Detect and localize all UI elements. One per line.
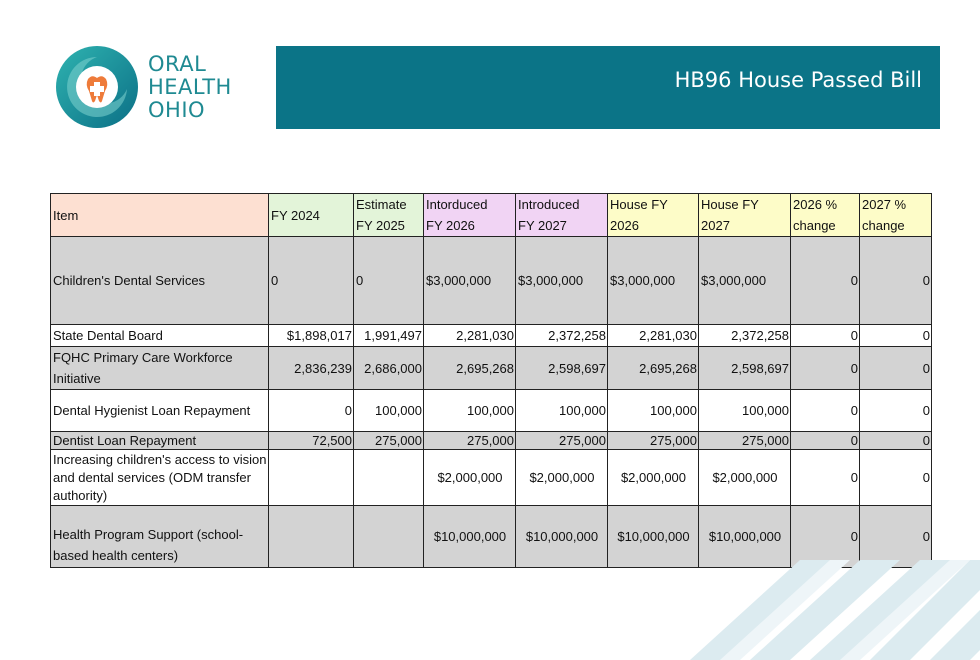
header-house-fy2027 bbox=[699, 194, 791, 237]
cell-fy2024 bbox=[269, 450, 354, 506]
cell-fy2024: 0 bbox=[269, 390, 354, 432]
budget-table bbox=[50, 193, 932, 568]
table-row bbox=[51, 237, 932, 325]
cell-intro2027: 2,598,697 bbox=[516, 347, 608, 390]
header-row bbox=[51, 194, 932, 237]
header-line: Estimate bbox=[356, 197, 407, 212]
cell-pct2026: 0 bbox=[791, 390, 860, 432]
cell-house2026: $3,000,000 bbox=[608, 237, 699, 325]
header-fy2024-label: FY 2024 bbox=[271, 207, 320, 223]
cell-pct2027: 0 bbox=[860, 506, 932, 568]
page-title: HB96 House Passed Bill bbox=[674, 68, 922, 92]
cell-est2025: 2,686,000 bbox=[354, 347, 424, 390]
header-line: change bbox=[862, 218, 905, 233]
header-introduced-fy2026 bbox=[424, 194, 516, 237]
title-banner bbox=[276, 46, 940, 129]
table-row bbox=[51, 347, 932, 390]
cell-house2026: $10,000,000 bbox=[608, 506, 699, 568]
cell-house2027: 275,000 bbox=[699, 432, 791, 450]
cell-fy2024: 72,500 bbox=[269, 432, 354, 450]
cell-item: Dentist Loan Repayment bbox=[51, 432, 269, 450]
logo-line-1: ORAL bbox=[148, 52, 207, 76]
cell-est2025 bbox=[354, 506, 424, 568]
cell-pct2027: 0 bbox=[860, 432, 932, 450]
table-row bbox=[51, 450, 932, 506]
cell-item: State Dental Board bbox=[51, 325, 269, 347]
header-house-fy2026 bbox=[608, 194, 699, 237]
header-line: FY 2025 bbox=[356, 218, 405, 233]
header-line: House FY bbox=[701, 197, 759, 212]
cell-item: Children's Dental Services bbox=[51, 237, 269, 325]
cell-pct2027: 0 bbox=[860, 450, 932, 506]
cell-intro2026: 275,000 bbox=[424, 432, 516, 450]
cell-pct2026: 0 bbox=[791, 432, 860, 450]
cell-pct2026: 0 bbox=[791, 450, 860, 506]
header-line: change bbox=[793, 218, 836, 233]
header-line: House FY bbox=[610, 197, 668, 212]
header-item-label: Item bbox=[53, 207, 79, 223]
cell-pct2027: 0 bbox=[860, 237, 932, 325]
cell-intro2026: $3,000,000 bbox=[424, 237, 516, 325]
cell-pct2026: 0 bbox=[791, 325, 860, 347]
cell-house2026: 275,000 bbox=[608, 432, 699, 450]
cell-intro2026: 2,281,030 bbox=[424, 325, 516, 347]
logo-wordmark bbox=[148, 53, 232, 122]
cell-intro2027: $2,000,000 bbox=[516, 450, 608, 506]
cell-intro2027: $3,000,000 bbox=[516, 237, 608, 325]
cell-pct2026: 0 bbox=[791, 237, 860, 325]
oral-health-ohio-logo bbox=[55, 45, 255, 131]
cell-house2027: $10,000,000 bbox=[699, 506, 791, 568]
cell-intro2027: 100,000 bbox=[516, 390, 608, 432]
header-line: FY 2026 bbox=[426, 218, 475, 233]
cell-house2027: 2,598,697 bbox=[699, 347, 791, 390]
cell-house2026: 2,281,030 bbox=[608, 325, 699, 347]
logo-line-2: HEALTH bbox=[148, 75, 232, 99]
header-introduced-fy2027 bbox=[516, 194, 608, 237]
cell-house2027: $2,000,000 bbox=[699, 450, 791, 506]
cell-intro2027: $10,000,000 bbox=[516, 506, 608, 568]
table-row bbox=[51, 325, 932, 347]
cell-fy2024 bbox=[269, 506, 354, 568]
cell-house2026: $2,000,000 bbox=[608, 450, 699, 506]
cell-intro2026: $10,000,000 bbox=[424, 506, 516, 568]
logo-line-3: OHIO bbox=[148, 98, 206, 122]
header-line: Introduced bbox=[518, 197, 580, 212]
header-item bbox=[51, 194, 269, 237]
header-line: 2026 bbox=[610, 218, 639, 233]
table-row bbox=[51, 506, 932, 568]
cell-pct2027: 0 bbox=[860, 325, 932, 347]
cell-intro2027: 2,372,258 bbox=[516, 325, 608, 347]
cell-item: FQHC Primary Care Workforce Initiative bbox=[51, 347, 269, 390]
cell-pct2027: 0 bbox=[860, 390, 932, 432]
cell-house2027: $3,000,000 bbox=[699, 237, 791, 325]
header-2027-pct-change bbox=[860, 194, 932, 237]
header-2026-pct-change bbox=[791, 194, 860, 237]
header-line: FY 2027 bbox=[518, 218, 567, 233]
cell-intro2026: 100,000 bbox=[424, 390, 516, 432]
table-row bbox=[51, 390, 932, 432]
cell-intro2026: 2,695,268 bbox=[424, 347, 516, 390]
cell-house2027: 2,372,258 bbox=[699, 325, 791, 347]
header-line: Intorduced bbox=[426, 197, 488, 212]
header-fy2024 bbox=[269, 194, 354, 237]
cell-pct2026: 0 bbox=[791, 506, 860, 568]
cell-intro2027: 275,000 bbox=[516, 432, 608, 450]
cell-est2025: 1,991,497 bbox=[354, 325, 424, 347]
cell-est2025: 100,000 bbox=[354, 390, 424, 432]
decorative-stripes bbox=[690, 560, 980, 660]
header-line: 2026 % bbox=[793, 197, 838, 212]
cell-house2026: 2,695,268 bbox=[608, 347, 699, 390]
cell-fy2024: $1,898,017 bbox=[269, 325, 354, 347]
cell-fy2024: 0 bbox=[269, 237, 354, 325]
cell-item: Increasing children's access to vision and dental services (ODM transfer authority) bbox=[51, 450, 269, 506]
header-line: 2027 bbox=[701, 218, 730, 233]
cell-item: Dental Hygienist Loan Repayment bbox=[51, 390, 269, 432]
cell-item: Health Program Support (school-based health centers) bbox=[51, 506, 269, 568]
cell-fy2024: 2,836,239 bbox=[269, 347, 354, 390]
cell-pct2027: 0 bbox=[860, 347, 932, 390]
header-line: 2027 % bbox=[862, 197, 907, 212]
cell-house2026: 100,000 bbox=[608, 390, 699, 432]
cell-pct2026: 0 bbox=[791, 347, 860, 390]
cell-house2027: 100,000 bbox=[699, 390, 791, 432]
tooth-logo-icon bbox=[55, 45, 139, 129]
cell-est2025: 275,000 bbox=[354, 432, 424, 450]
header-estimate-fy2025 bbox=[354, 194, 424, 237]
cell-est2025 bbox=[354, 450, 424, 506]
cell-est2025: 0 bbox=[354, 237, 424, 325]
table-row bbox=[51, 432, 932, 450]
cell-intro2026: $2,000,000 bbox=[424, 450, 516, 506]
